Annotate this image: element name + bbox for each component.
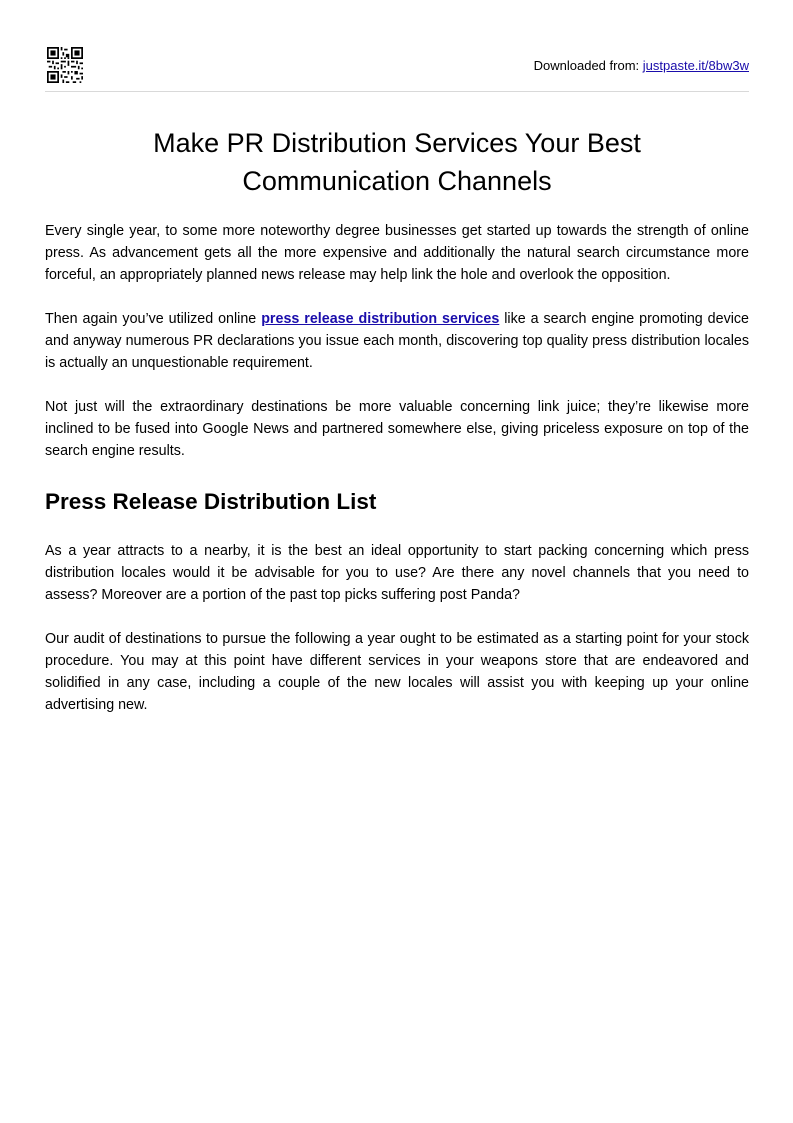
section-paragraph-2: Our audit of destinations to pursue the following a year ought to be estimated as a starting point for your stock procedure. You may at this point have different services in your weapons store that are endeavored and solidified in any case, including a couple of the new locales will assist you with keeping up your online advertising new.	[45, 631, 749, 713]
section-heading: Press Release Distribution List	[45, 489, 377, 514]
section-paragraph-1: As a year attracts to a nearby, it is the best an ideal opportunity to start packing concerning which press distribution locales would it be advisable for you to use? Are there any novel channels that you need to assess? Moreover are a portion of the past top picks suffering post Panda?	[45, 543, 749, 603]
page-header	[45, 0, 749, 92]
paragraph-2	[45, 308, 749, 374]
page-title: Make PR Distribution Services Your Best Communication Channels	[153, 128, 641, 196]
source-link[interactable]: justpaste.it/8bw3w	[642, 58, 749, 73]
paragraph-2-after: like a search engine promoting device and anyway numerous PR declarations you issue each month, discovering top quality press distribution locales is actually an unquestionable requirement.	[45, 311, 750, 371]
press-release-distribution-link[interactable]: press release distribution services	[261, 311, 500, 327]
downloaded-from-label: Downloaded from:	[533, 58, 643, 73]
paragraph-3: Not just will the extraordinary destinations be more valuable concerning link juice; they’re likewise more inclined to be fused into Google News and partnered somewhere else, giving priceless exposure on top of the search engine results.	[45, 399, 749, 459]
qr-code-icon	[47, 47, 83, 83]
document-page	[45, 0, 749, 716]
paragraph-1: Every single year, to some more noteworthy degree businesses get started up towards the strength of online press. As advancement gets all the more expensive and additionally the natural search circumstance more forceful, an appropriately planned news release may help link the hole and overlook the opposition.	[45, 223, 749, 283]
paragraph-2-before: Then again you’ve utilized online	[45, 311, 262, 327]
downloaded-from-text	[534, 58, 749, 74]
